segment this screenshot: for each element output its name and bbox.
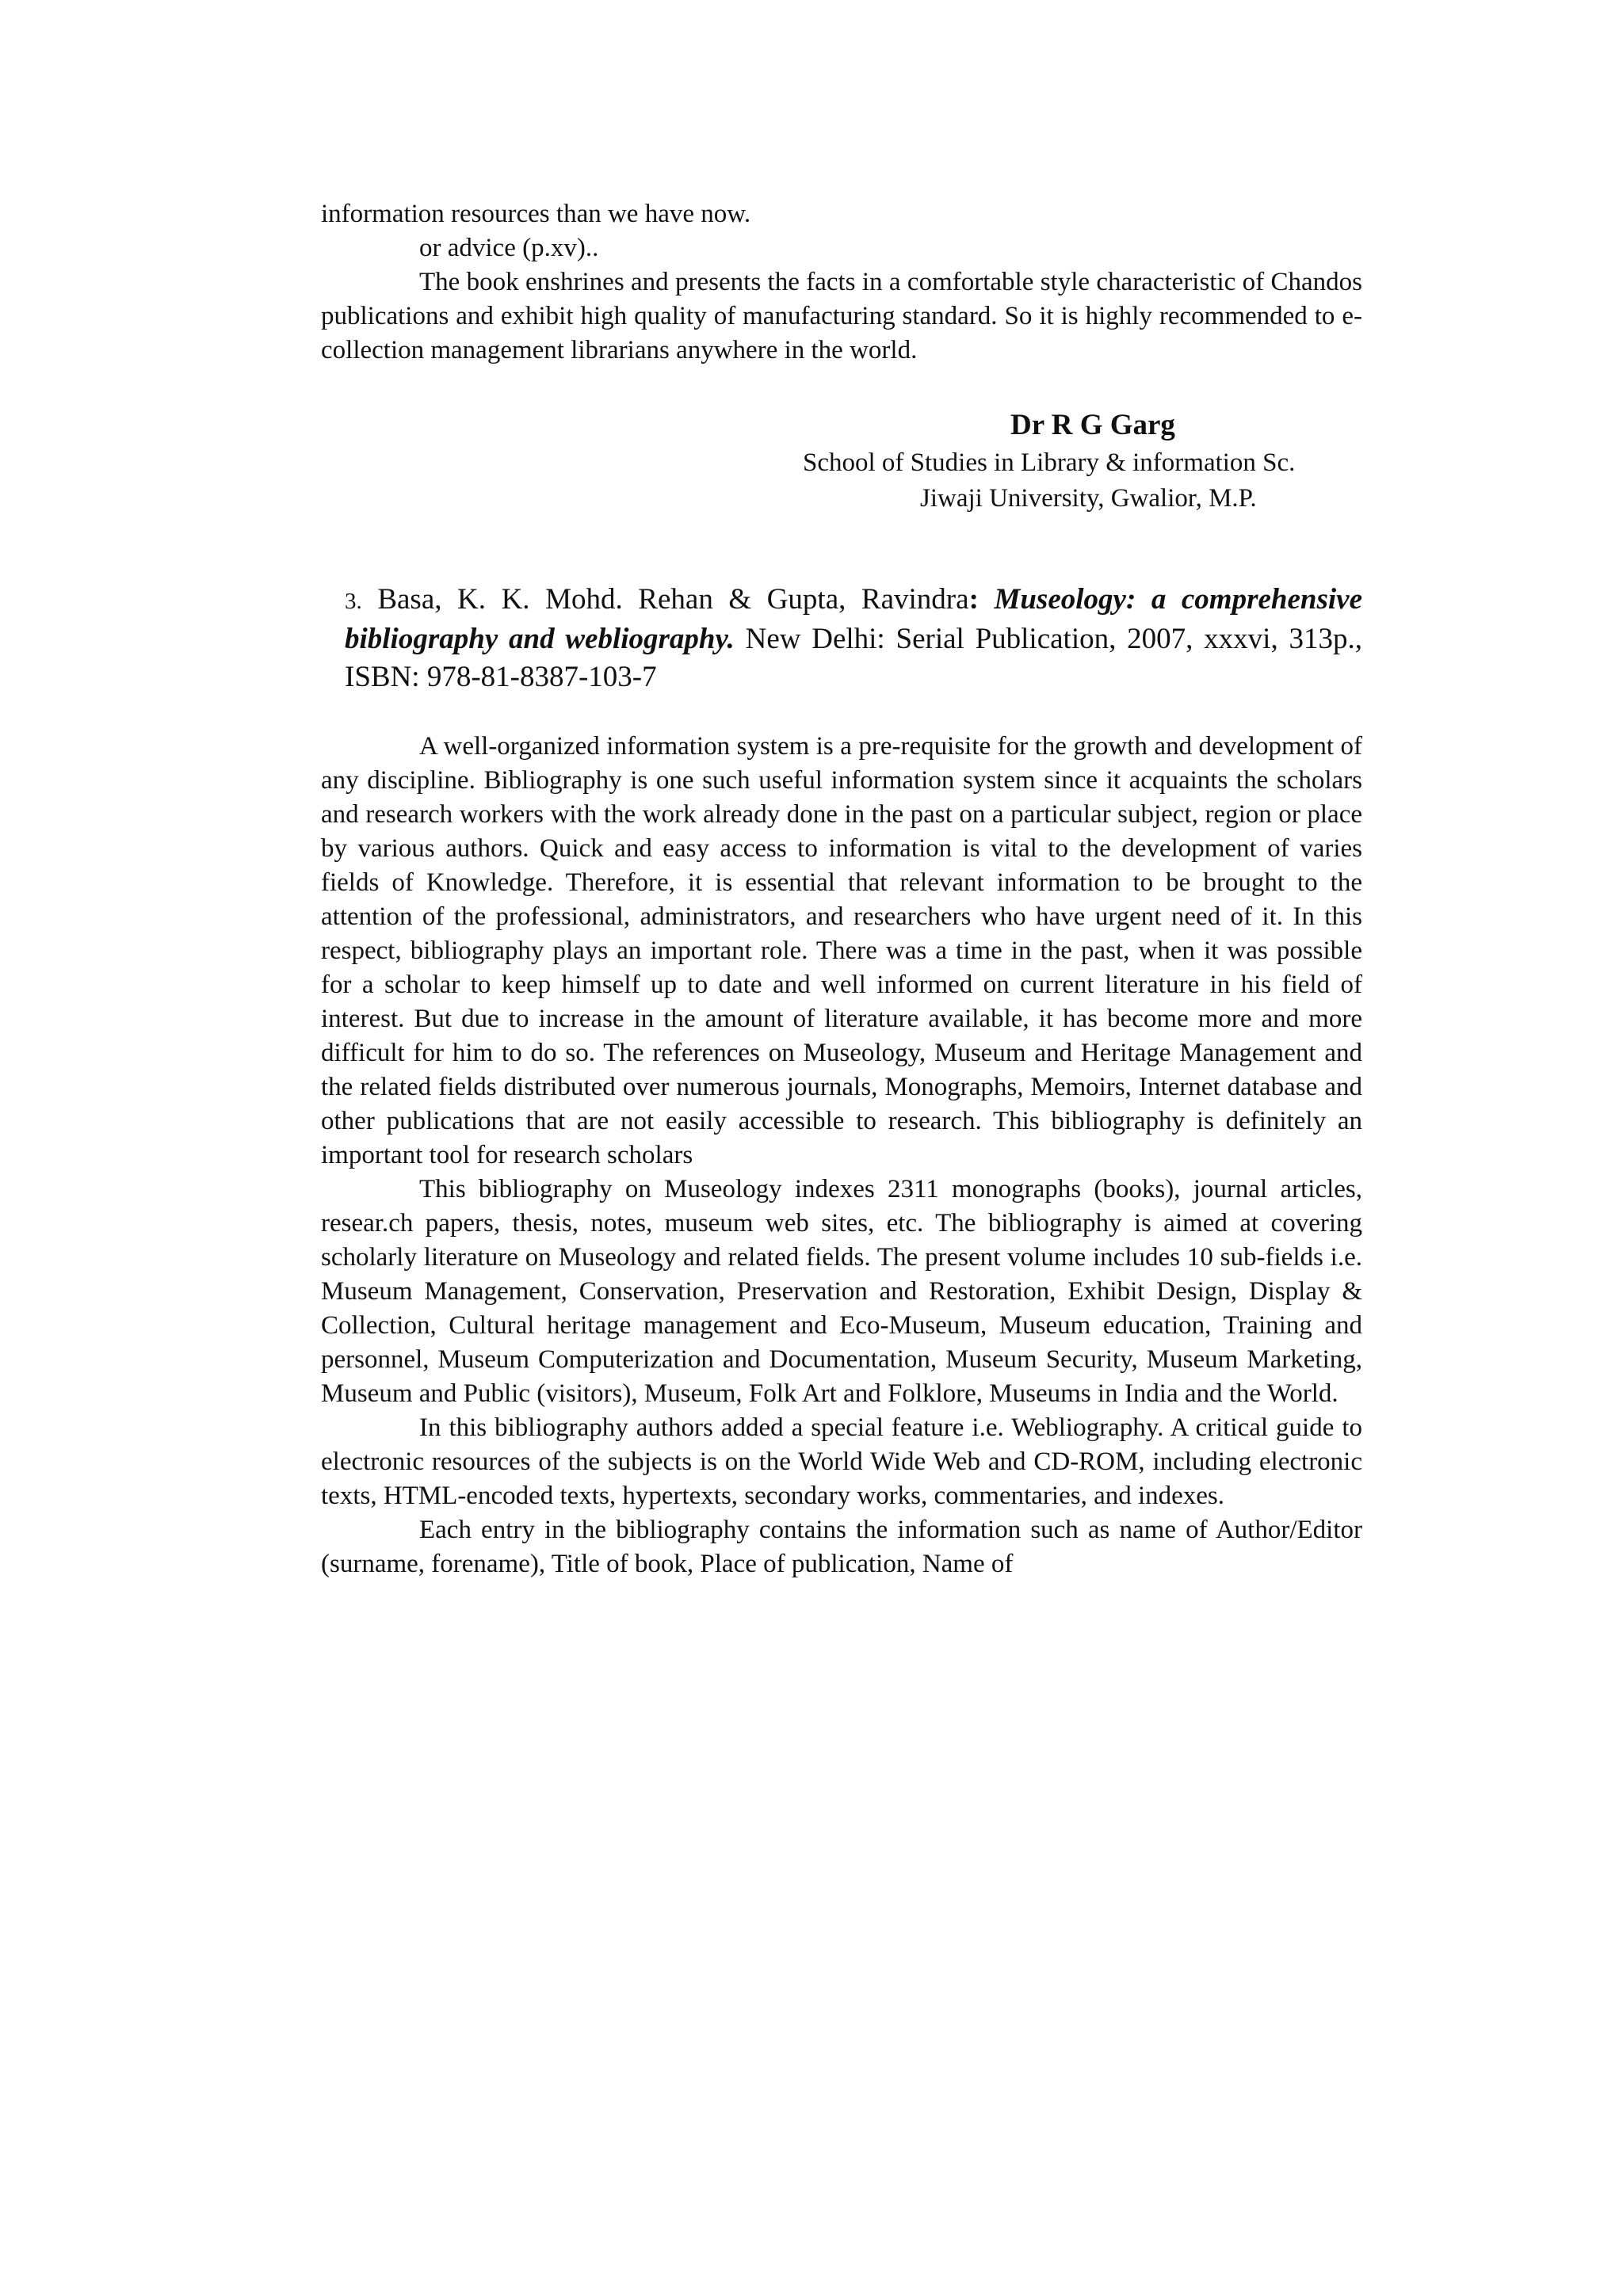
review-paragraph-1: A well-organized information system is a pre-requisite for the growth and development of any discipline. Bibliography is one such useful information system since it acquaints the scholars and research workers with the work already done in the past on a particular subject, region or place by various authors. Quick and easy access to information is vital to the development of varies fields of Knowledge. Therefore, it is essential that relevant information to be brought to the attention of the professional, administrators, and researchers who have urgent need of it. In this respect, bibliography plays an important role. There was a time in the past, when it was possible for a scholar to keep himself up to date and well informed on current literature in his field of interest. But due to increase in the amount of literature available, it has become more and more difficult for him to do so. The references on Museology, Museum and Heritage Management and the related fields distributed over numerous journals, Monographs, Memoirs, Internet database and other publications that are not easily accessible to research. This bibliography is definitely an important tool for research scholars [321, 732, 1362, 1169]
reviewer-institution: Jiwaji University, Gwalior, M.P. [920, 484, 1257, 513]
book-citation [345, 581, 1362, 696]
citation-authors: Basa, K. K. Mohd. Rehan & Gupta, Ravindra [377, 583, 969, 616]
citation-details: New Delhi: Serial Publication, 2007, xxxvi, 313p., ISBN: 978-81-8387-103-7 [345, 623, 1362, 693]
review-paragraph-4: Each entry in the bibliography contains the information such as name of Author/Editor (surname, forename), Title of book, Place of publication, Name of [321, 1516, 1362, 1578]
reviewer-signature [321, 406, 1362, 517]
reviewer-name: Dr R G Garg [1010, 409, 1175, 441]
reviewer-affiliation: School of Studies in Library & information Sc. [803, 448, 1296, 477]
citation-title: Museology: a comprehensive bibliography and webliography. [345, 583, 1363, 655]
quote-ending-line: or advice (p.xv).. [419, 234, 599, 262]
closing-paragraph: The book enshrines and presents the facts in a comfortable style characteristic of Chandos publications and exhibit high quality of manufacturing standard. So it is highly recommended to e-collection management librarians anywhere in the world. [321, 268, 1362, 364]
review-body [321, 730, 1362, 1581]
continuation-line: information resources than we have now. [321, 200, 751, 228]
previous-review-ending [321, 197, 1362, 368]
review-paragraph-2: This bibliography on Museology indexes 2311 monographs (books), journal articles, resear.ch papers, thesis, notes, museum web sites, etc. The bibliography is aimed at covering scholarly literature on Museology and related fields. The present volume includes 10 sub-fields i.e. Museum Management, Conservation, Preservation and Restoration, Exhibit Design, Display & Collection, Cultural heritage management and Eco-Museum, Museum education, Training and personnel, Museum Computerization and Documentation, Museum Security, Museum Marketing, Museum and Public (visitors), Museum, Folk Art and Folklore, Museums in India and the World. [321, 1175, 1362, 1408]
citation-colon: : [968, 583, 979, 616]
review-paragraph-3: In this bibliography authors added a special feature i.e. Webliography. A critical guide to electronic resources of the subjects is on the World Wide Web and CD-ROM, including electronic texts, HTML-encoded texts, hypertexts, secondary works, commentaries, and indexes. [321, 1413, 1362, 1510]
citation-number: 3. [345, 589, 362, 614]
